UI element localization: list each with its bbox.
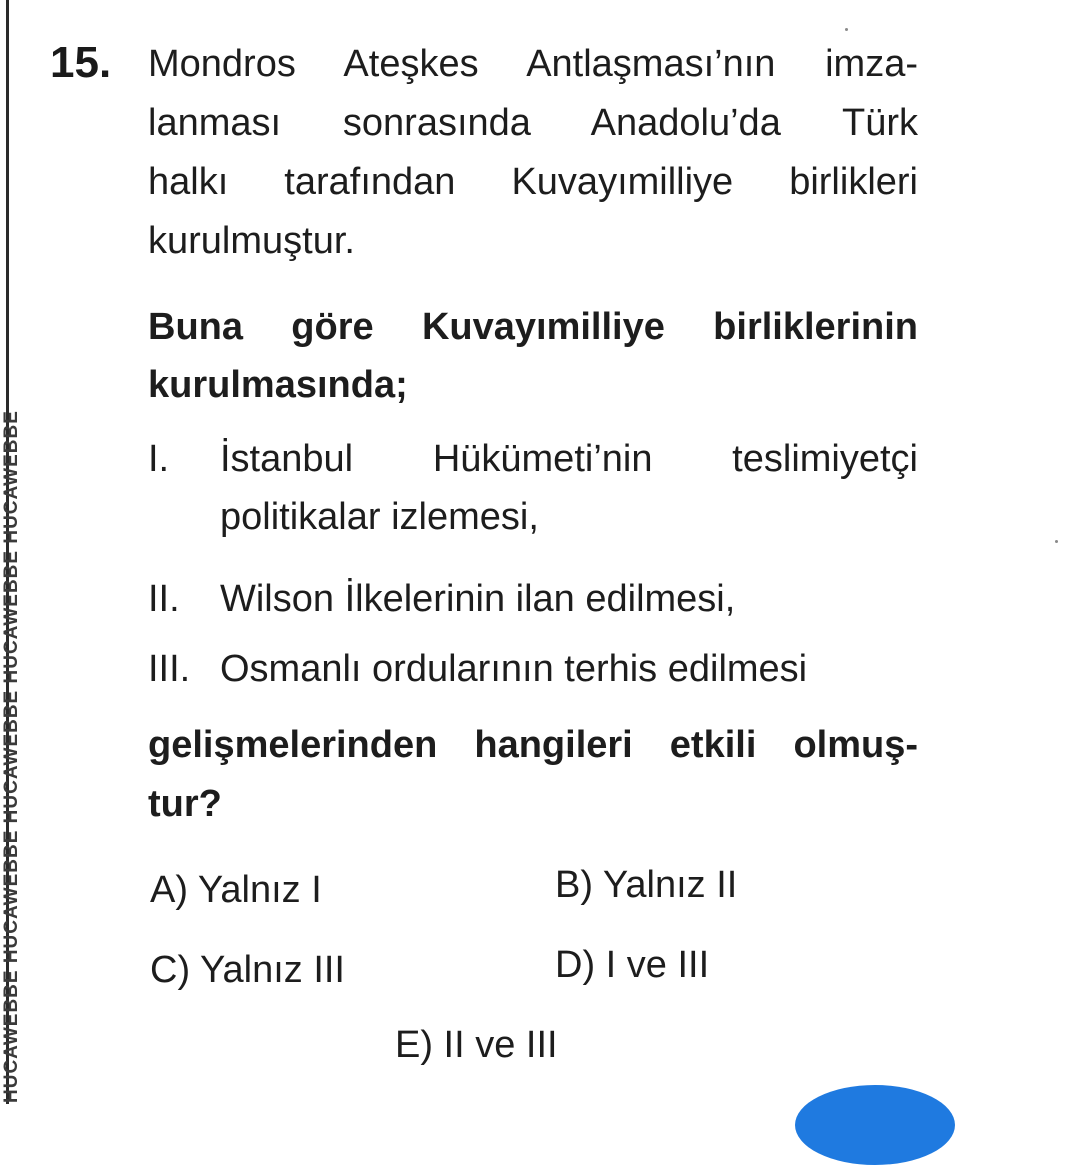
question-number: 15.	[50, 38, 112, 87]
question-closing	[148, 716, 918, 834]
statement-line: Wilson İlkelerinin ilan edilmesi,	[220, 578, 736, 620]
statement-line: Osmanlı ordularının terhis edilmesi	[220, 648, 808, 690]
statement-item-1	[148, 430, 918, 550]
question-stem	[148, 35, 918, 271]
answer-option-a[interactable]: A) Yalnız I	[150, 869, 322, 911]
statement-numeral: I.	[148, 438, 170, 480]
lead-line: kurulmasında;	[148, 364, 408, 406]
statement-line: politikalar izlemesi,	[220, 496, 539, 538]
side-watermark-text: HUCAWEBBE HUCAWEBBE HUCAWEBBE HUCAWEBBE HUCAWEBBE	[1, 410, 22, 1103]
lead-line: Buna göre Kuvayımilliye birliklerinin	[148, 306, 918, 348]
answer-option-b[interactable]: B) Yalnız II	[555, 864, 738, 906]
question-lead	[148, 298, 918, 414]
statement-item-2	[148, 570, 918, 630]
answer-option-e[interactable]: E) II ve III	[395, 1024, 558, 1066]
stem-line: lanması sonrasında Anadolu’da Türk	[148, 102, 918, 144]
closing-line: gelişmelerinden hangileri etkili olmuş-	[148, 724, 918, 766]
statement-item-3	[148, 640, 918, 700]
answer-option-d[interactable]: D) I ve III	[555, 944, 710, 986]
stem-line: Mondros Ateşkes Antlaşması’nın imza-	[148, 43, 918, 85]
closing-line: tur?	[148, 783, 222, 825]
statement-numeral: III.	[148, 648, 191, 690]
stem-line: kurulmuştur.	[148, 220, 355, 262]
stem-line: halkı tarafından Kuvayımilliye birlikleri	[148, 161, 918, 203]
answer-option-c[interactable]: C) Yalnız III	[150, 949, 345, 991]
statement-line: İstanbul Hükümeti’nin teslimiyetçi	[220, 438, 918, 480]
statement-numeral: II.	[148, 578, 180, 620]
blue-shape-decoration	[795, 1085, 955, 1165]
scan-speck	[1055, 540, 1058, 543]
scan-speck	[845, 28, 848, 31]
